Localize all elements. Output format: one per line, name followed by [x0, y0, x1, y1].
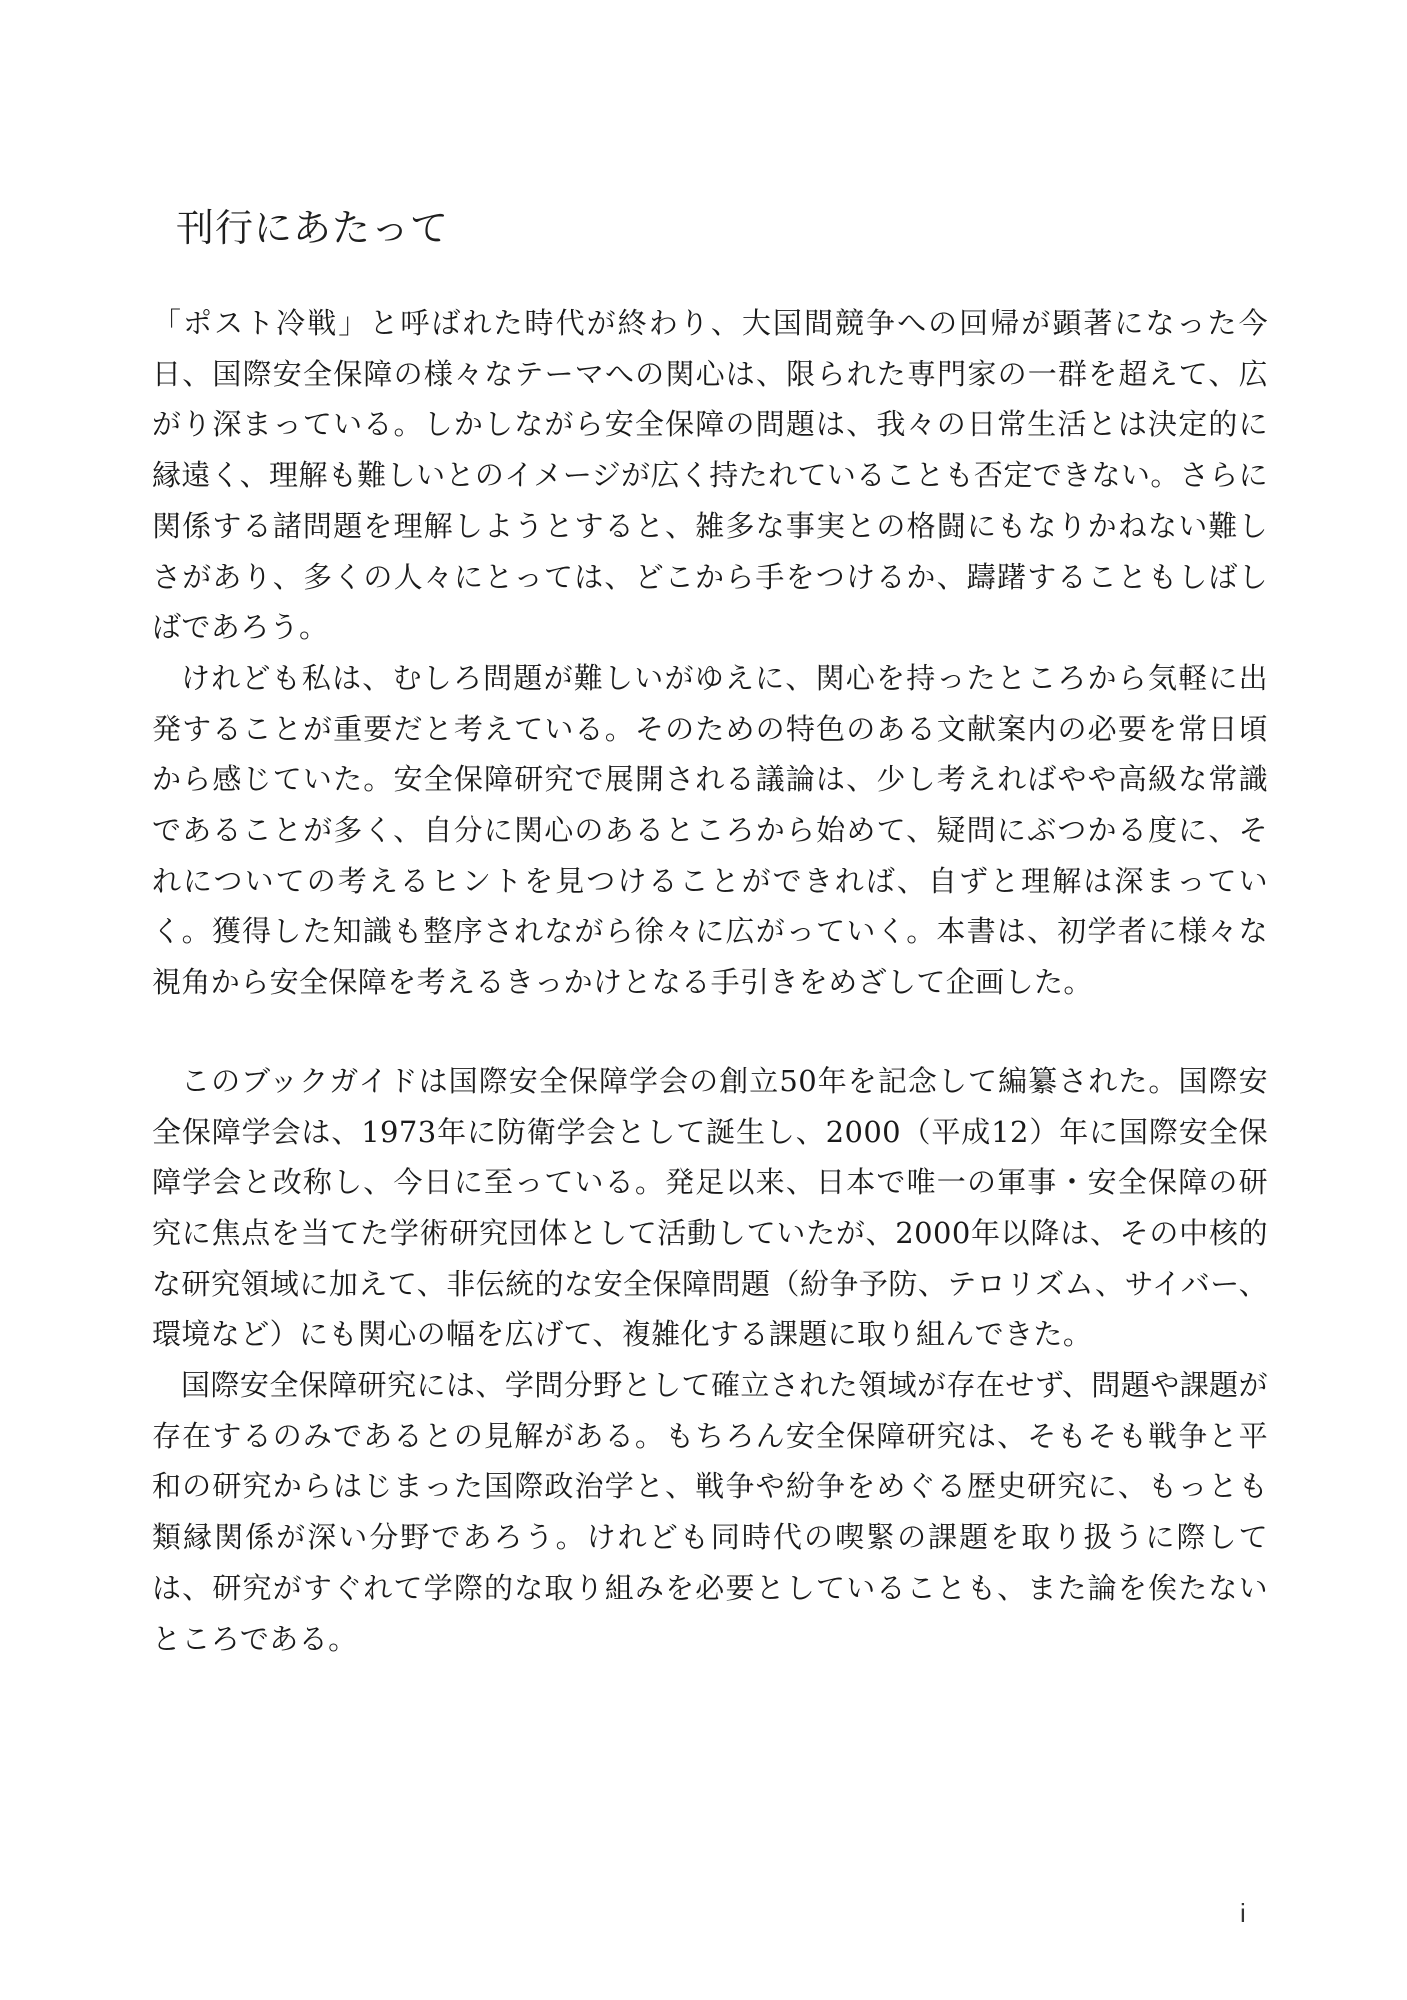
paragraph-4: 国際安全保障研究には、学問分野として確立された領域が存在せず、問題や課題が存在するのみであるとの見解がある。もちろん安全保障研究は、そもそも戦争と平和の研究からはじまった国際政治学と、戦争や紛争をめぐる歴史研究に、もっとも類縁関係が深い分野であろう。けれども同時代の喫緊の課題を取り扱うに際しては、研究がすぐれて学際的な取り組みを必要としていることも、また論を俟たないところである。 — [152, 1368, 1268, 1656]
page-title: 刊行にあたって — [176, 206, 450, 250]
section-gap — [152, 1008, 1268, 1056]
paragraph-1: 「ポスト冷戦」と呼ばれた時代が終わり、大国間競争への回帰が顕著になった今日、国際安全保障の様々なテーマへの関心は、限られた専門家の一群を超えて、広がり深まっている。しかしながら安全保障の問題は、我々の日常生活とは決定的に縁遠く、理解も難しいとのイメージが広く持たれていることも否定できない。さらに関係する諸問題を理解しようとすると、雑多な事実との格闘にもなりかねない難しさがあり、多くの人々にとっては、どこから手をつけるか、躊躇することもしばしばであろう。 — [152, 306, 1268, 645]
body-text — [152, 298, 1268, 1664]
paragraph-2: けれども私は、むしろ問題が難しいがゆえに、関心を持ったところから気軽に出発することが重要だと考えている。そのための特色のある文献案内の必要を常日頃から感じていた。安全保障研究で展開される議論は、少し考えればやや高級な常識であることが多く、自分に関心のあるところから始めて、疑問にぶつかる度に、それについての考えるヒントを見つけることができれば、自ずと理解は深まっていく。獲得した知識も整序されながら徐々に広がっていく。本書は、初学者に様々な視角から安全保障を考えるきっかけとなる手引きをめざして企画した。 — [152, 660, 1268, 1000]
page-number: i — [1240, 1898, 1246, 1928]
paragraph-3: このブックガイドは国際安全保障学会の創立50年を記念して編纂された。国際安全保障学会は、1973年に防衛学会として誕生し、2000（平成12）年に国際安全保障学会と改称し、今日に至っている。発足以来、日本で唯一の軍事・安全保障の研究に焦点を当てた学術研究団体として活動していたが、2000年以降は、その中核的な研究領域に加えて、非伝統的な安全保障問題（紛争予防、テロリズム、サイバー、環境など）にも関心の幅を広げて、複雑化する課題に取り組んできた。 — [152, 1063, 1268, 1352]
